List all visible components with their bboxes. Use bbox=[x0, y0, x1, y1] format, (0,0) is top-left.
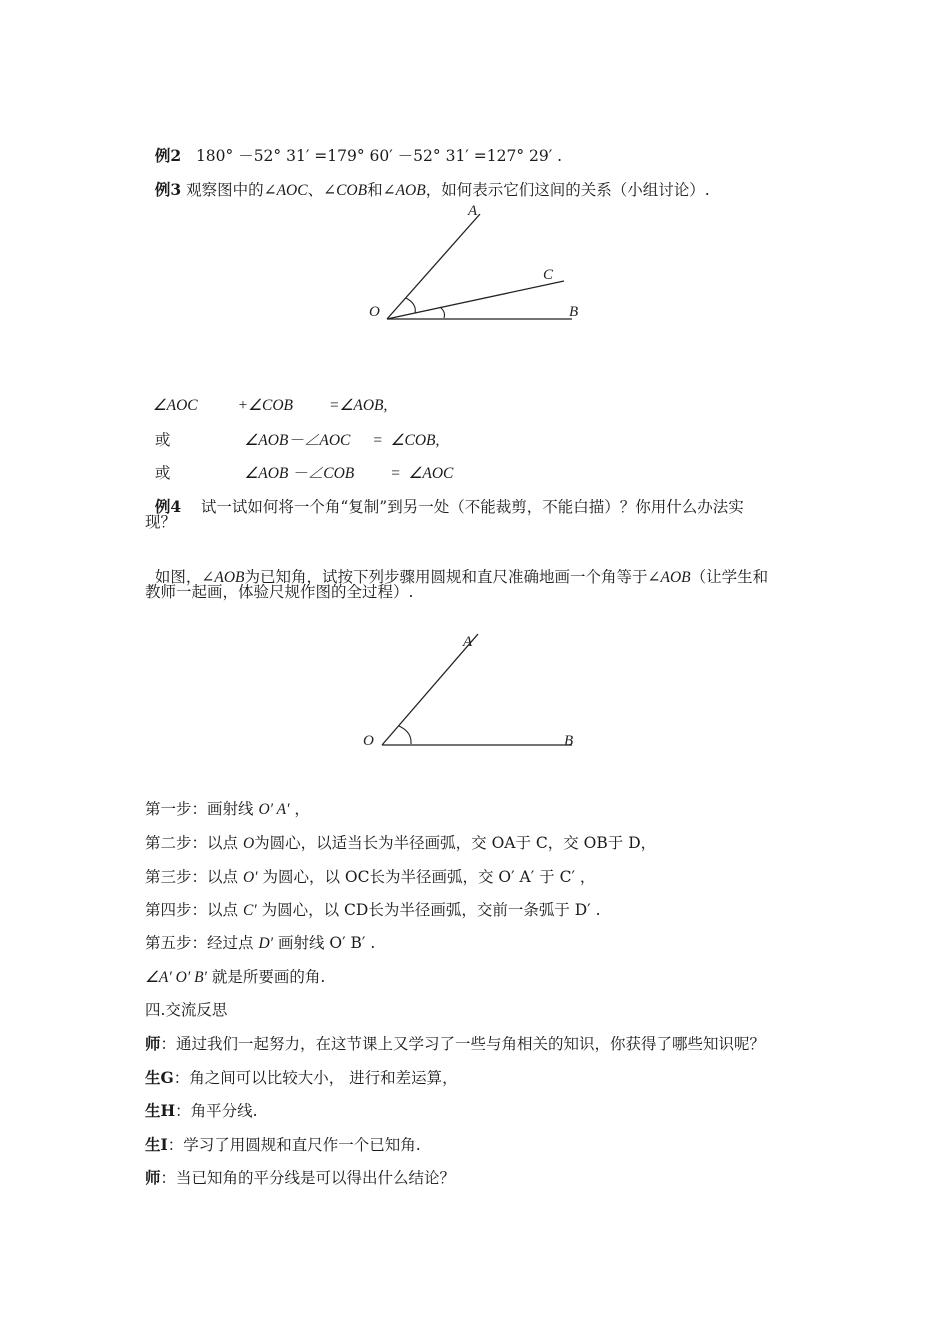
expr: ∠A′ O′ B′ bbox=[145, 969, 207, 986]
expr: = ∠COB, bbox=[372, 432, 440, 449]
or-text: 或 bbox=[154, 431, 171, 449]
text: 如图，∠ bbox=[154, 568, 215, 586]
text: 、∠ bbox=[307, 181, 337, 199]
text: 观察图中的∠ bbox=[186, 181, 277, 199]
text: 为圆心，以 CD长为半径画弧，交前一条弧于 D′ . bbox=[256, 901, 601, 919]
point-label-a: A bbox=[463, 634, 473, 650]
text: 第二步：以点 bbox=[145, 834, 243, 852]
intro-line-2: 教师一起画，体验尺规作图的全过程）. bbox=[145, 583, 414, 601]
speaker: 师 bbox=[145, 1168, 161, 1187]
speaker: 生G bbox=[145, 1068, 174, 1087]
expr: O′ A′ bbox=[258, 801, 290, 818]
expr: O bbox=[242, 835, 255, 852]
point-label-c: C bbox=[543, 267, 554, 283]
step-3 bbox=[145, 867, 595, 888]
text: 第三步：以点 bbox=[145, 868, 243, 886]
text: 为圆心，以适当长为半径画弧，交 OA于 C，交 OB于 D， bbox=[254, 834, 657, 852]
text: ， bbox=[289, 800, 310, 818]
expr: = ∠AOC bbox=[390, 465, 454, 482]
expr: ∠AOC bbox=[152, 397, 198, 414]
dialog-line bbox=[145, 1068, 458, 1088]
dialog-line bbox=[145, 1034, 765, 1054]
text: 为圆心，以 OC长为半径画弧，交 O′ A′ 于 C′ ， bbox=[257, 868, 596, 886]
point-label-a: A bbox=[468, 203, 478, 219]
expr: C′ bbox=[242, 902, 257, 919]
text: 为已知角，试按下列步骤用圆规和直尺准确地画一个角等于∠ bbox=[244, 568, 661, 586]
angle-name: COB bbox=[336, 182, 368, 199]
expr: ∠AOB－∠AOC bbox=[244, 432, 351, 449]
text: ：角平分线. bbox=[175, 1102, 258, 1120]
or-text: 或 bbox=[154, 464, 171, 482]
section-heading: 四.交流反思 bbox=[145, 1001, 228, 1019]
expr: +∠COB bbox=[237, 397, 294, 414]
speaker: 师 bbox=[145, 1034, 161, 1053]
dialog-line bbox=[145, 1101, 258, 1121]
example-label: 例2 bbox=[154, 146, 182, 165]
angle-name: AOB bbox=[214, 569, 245, 586]
step-5 bbox=[145, 933, 375, 954]
text: ：通过我们一起努力，在这节课上又学习了一些与角相关的知识，你获得了哪些知识呢？ bbox=[160, 1035, 766, 1053]
expr: D′ bbox=[258, 935, 274, 952]
dialog-line bbox=[145, 1168, 455, 1188]
dialog-line bbox=[145, 1135, 421, 1155]
point-label-b: B bbox=[564, 733, 574, 749]
text: ：角之间可以比较大小， 进行和差运算， bbox=[173, 1069, 458, 1087]
example-text: 180° －52° 31′ =179° 60′ －52° 31′ =127° 29′ . bbox=[195, 147, 563, 165]
step-4 bbox=[145, 900, 601, 921]
angle-name: AOC bbox=[276, 182, 308, 199]
text: 第一步：画射线 bbox=[145, 800, 259, 818]
point-label-b: B bbox=[569, 304, 579, 320]
example-4-cont: 现？ bbox=[145, 513, 177, 531]
step-1 bbox=[145, 799, 310, 820]
text: ：当已知角的平分线是可以得出什么结论？ bbox=[160, 1169, 456, 1187]
conclusion bbox=[145, 967, 325, 988]
example-4 bbox=[145, 477, 744, 517]
text: 就是所要画的角. bbox=[206, 968, 326, 986]
angle-name: AOB bbox=[660, 569, 691, 586]
text: 第五步：经过点 bbox=[145, 934, 259, 952]
step-2 bbox=[145, 833, 656, 854]
angle-figure-aoc-cob bbox=[360, 192, 600, 346]
text: 画射线 O′ B′ . bbox=[273, 934, 376, 952]
example-label: 例3 bbox=[154, 180, 182, 199]
text: ，如何表示它们这间的关系（小组讨论）. bbox=[425, 181, 710, 199]
angle-figure-aob bbox=[350, 622, 590, 766]
text: 和∠ bbox=[367, 181, 396, 199]
text: ：学习了用圆规和直尺作一个已知角. bbox=[167, 1136, 421, 1154]
speaker: 生H bbox=[145, 1101, 176, 1120]
example-text: 试一试如何将一个角“复制”到另一处（不能裁剪，不能白描）？你用什么办法实 bbox=[200, 498, 744, 516]
expr: O′ bbox=[242, 869, 258, 886]
point-label-o: O bbox=[369, 304, 380, 320]
point-label-o: O bbox=[363, 733, 374, 749]
text: （让学生和 bbox=[690, 568, 769, 586]
speaker: 生I bbox=[145, 1135, 168, 1154]
text: 第四步：以点 bbox=[145, 901, 243, 919]
example-label: 例4 bbox=[154, 497, 182, 516]
expr: ∠AOB －∠COB bbox=[244, 465, 355, 482]
expr: =∠AOB, bbox=[329, 397, 388, 414]
angle-name: AOB bbox=[395, 182, 426, 199]
